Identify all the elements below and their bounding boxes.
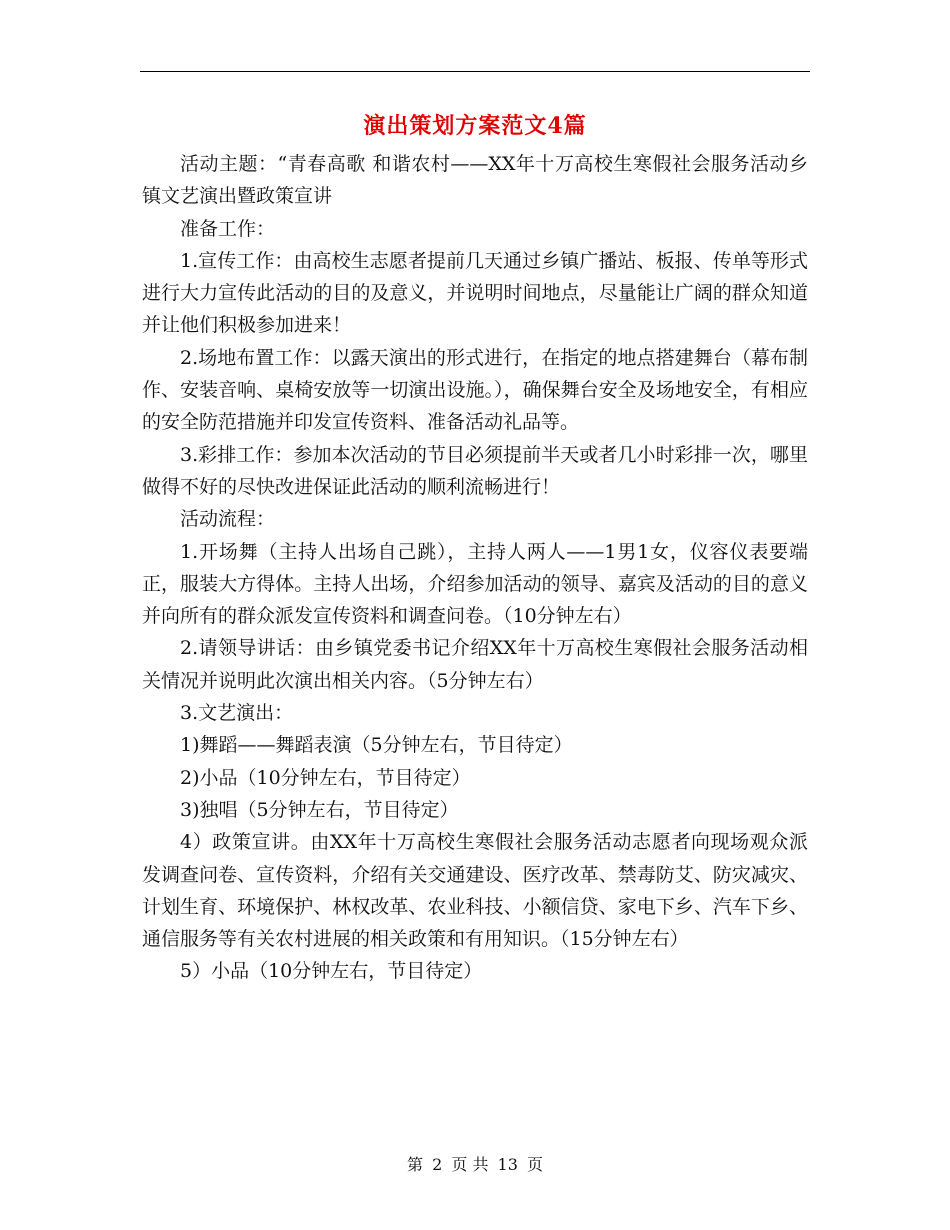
footer-page-number: 2 bbox=[432, 1155, 443, 1174]
paragraph-opening-dance: 1.开场舞（主持人出场自己跳），主持人两人——1男1女，仪容仪表要端正，服装大方得体。主持人出场，介绍参加活动的领导、嘉宾及活动的目的意义并向所有的群众派发宣传资料和调查问卷。（10分钟左右） bbox=[142, 540, 808, 628]
document-title: 演出策划方案范文4篇 bbox=[363, 113, 587, 139]
page-footer bbox=[0, 1154, 950, 1176]
paragraph-rehearsal: 3.彩排工作：参加本次活动的节目必须提前半天或者几小时彩排一次，哪里做得不好的尽快改进保证此活动的顺利流畅进行！ bbox=[142, 443, 808, 498]
paragraph-process-heading: 活动流程： bbox=[180, 508, 276, 531]
paragraph-item-solo: 3)独唱（5分钟左右，节目待定） bbox=[180, 798, 459, 821]
paragraph-publicity: 1.宣传工作：由高校生志愿者提前几天通过乡镇广播站、板报、传单等形式进行大力宣传此活动的目的及意义，并说明时间地点，尽量能让广阔的群众知道并让他们积极参加进来！ bbox=[142, 249, 808, 337]
document-body bbox=[142, 148, 808, 988]
paragraph-theme: 活动主题：“青春高歌 和谐农村——XX年十万高校生寒假社会服务活动乡镇文艺演出暨政策宣讲 bbox=[142, 153, 808, 208]
paragraph-leader-speech: 2.请领导讲话：由乡镇党委书记介绍XX年十万高校生寒假社会服务活动相关情况并说明此次演出相关内容。（5分钟左右） bbox=[142, 637, 808, 692]
paragraph-item-dance: 1)舞蹈——舞蹈表演（5分钟左右，节目待定） bbox=[180, 734, 573, 757]
paragraph-item-sketch-2: 5）小品（10分钟左右，节目待定） bbox=[180, 960, 483, 983]
paragraph-performances-heading: 3.文艺演出： bbox=[180, 702, 294, 725]
footer-suffix: 页 bbox=[527, 1155, 544, 1174]
paragraph-policy-talk: 4）政策宣讲。由XX年十万高校生寒假社会服务活动志愿者向现场观众派发调查问卷、宣传资料，介绍有关交通建设、医疗改革、禁毒防艾、防灾减灾、计划生育、环境保护、林权改革、农业科技、小额信贷、家电下乡、汽车下乡、通信服务等有关农村进展的相关政策和有用知识。（15分钟左右） bbox=[142, 831, 808, 951]
paragraph-item-sketch: 2)小品（10分钟左右，节目待定） bbox=[180, 766, 471, 789]
footer-middle: 页 共 bbox=[451, 1155, 489, 1174]
paragraph-preparation-heading: 准备工作： bbox=[180, 217, 276, 240]
header-rule bbox=[140, 71, 810, 72]
footer-total-pages: 13 bbox=[497, 1155, 518, 1174]
footer-prefix: 第 bbox=[406, 1155, 423, 1174]
paragraph-venue: 2.场地布置工作：以露天演出的形式进行，在指定的地点搭建舞台（幕布制作、安装音响、桌椅安放等一切演出设施。），确保舞台安全及场地安全，有相应的安全防范措施并印发宣传资料、准备活动礼品等。 bbox=[142, 346, 808, 434]
